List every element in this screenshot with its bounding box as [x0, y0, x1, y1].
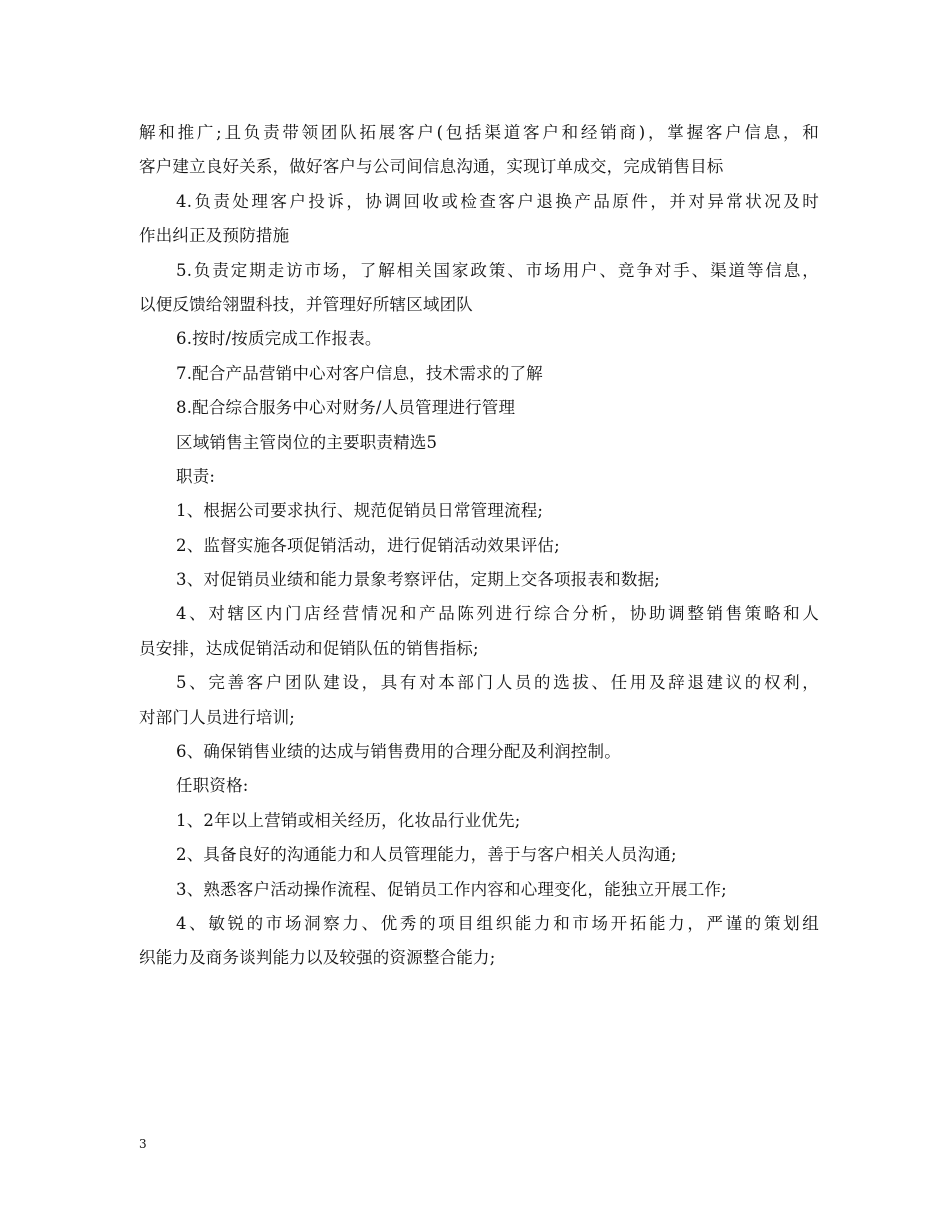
paragraph-line: 6.按时/按质完成工作报表。	[176, 329, 382, 349]
list-item-continuation: 对部门人员进行培训;	[139, 707, 296, 727]
list-item: 6、确保销售业绩的达成与销售费用的合理分配及利润控制。	[176, 742, 621, 762]
list-item: 5、完善客户团队建设，具有对本部门人员的选拔、任用及辞退建议的权利，	[176, 673, 819, 693]
list-item: 3、熟悉客户活动操作流程、促销员工作内容和心理变化，能独立开展工作;	[176, 879, 727, 899]
paragraph-line: 7.配合产品营销中心对客户信息，技术需求的了解	[176, 363, 543, 383]
document-body	[139, 116, 819, 976]
list-item: 4、敏锐的市场洞察力、优秀的项目组织能力和市场开拓能力，严谨的策划组	[176, 913, 819, 933]
list-item: 1、根据公司要求执行、规范促销员日常管理流程;	[176, 501, 544, 521]
subsection-heading: 职责:	[176, 466, 216, 486]
list-item: 2、监督实施各项促销活动，进行促销活动效果评估;	[176, 535, 560, 555]
list-item-continuation: 员安排，达成促销活动和促销队伍的销售指标;	[139, 638, 479, 658]
paragraph-line: 解和推广;且负责带领团队拓展客户(包括渠道客户和经销商)，掌握客户信息，和	[139, 123, 819, 142]
list-item: 4、对辖区内门店经营情况和产品陈列进行综合分析，协助调整销售策略和人	[176, 604, 819, 624]
paragraph-line: 客户建立良好关系，做好客户与公司间信息沟通，实现订单成交，完成销售目标	[139, 157, 724, 177]
list-item-continuation: 织能力及商务谈判能力以及较强的资源整合能力;	[139, 948, 496, 968]
paragraph-line: 5.负责定期走访市场，了解相关国家政策、市场用户、竞争对手、渠道等信息，	[176, 260, 819, 280]
page-number: 3	[139, 1137, 147, 1151]
list-item: 1、2年以上营销或相关经历，化妆品行业优先;	[176, 810, 521, 830]
paragraph-line: 4.负责处理客户投诉，协调回收或检查客户退换产品原件，并对异常状况及时	[176, 191, 819, 211]
list-item: 3、对促销员业绩和能力景象考察评估，定期上交各项报表和数据;	[176, 570, 661, 590]
list-item: 2、具备良好的沟通能力和人员管理能力，善于与客户相关人员沟通;	[176, 845, 677, 865]
paragraph-line: 以便反馈给翎盟科技，并管理好所辖区域团队	[139, 294, 473, 314]
paragraph-line: 作出纠正及预防措施	[139, 226, 290, 246]
paragraph-line: 8.配合综合服务中心对财务/人员管理进行管理	[176, 398, 516, 418]
section-heading: 区域销售主管岗位的主要职责精选5	[176, 432, 438, 452]
subsection-heading: 任职资格:	[176, 776, 249, 796]
